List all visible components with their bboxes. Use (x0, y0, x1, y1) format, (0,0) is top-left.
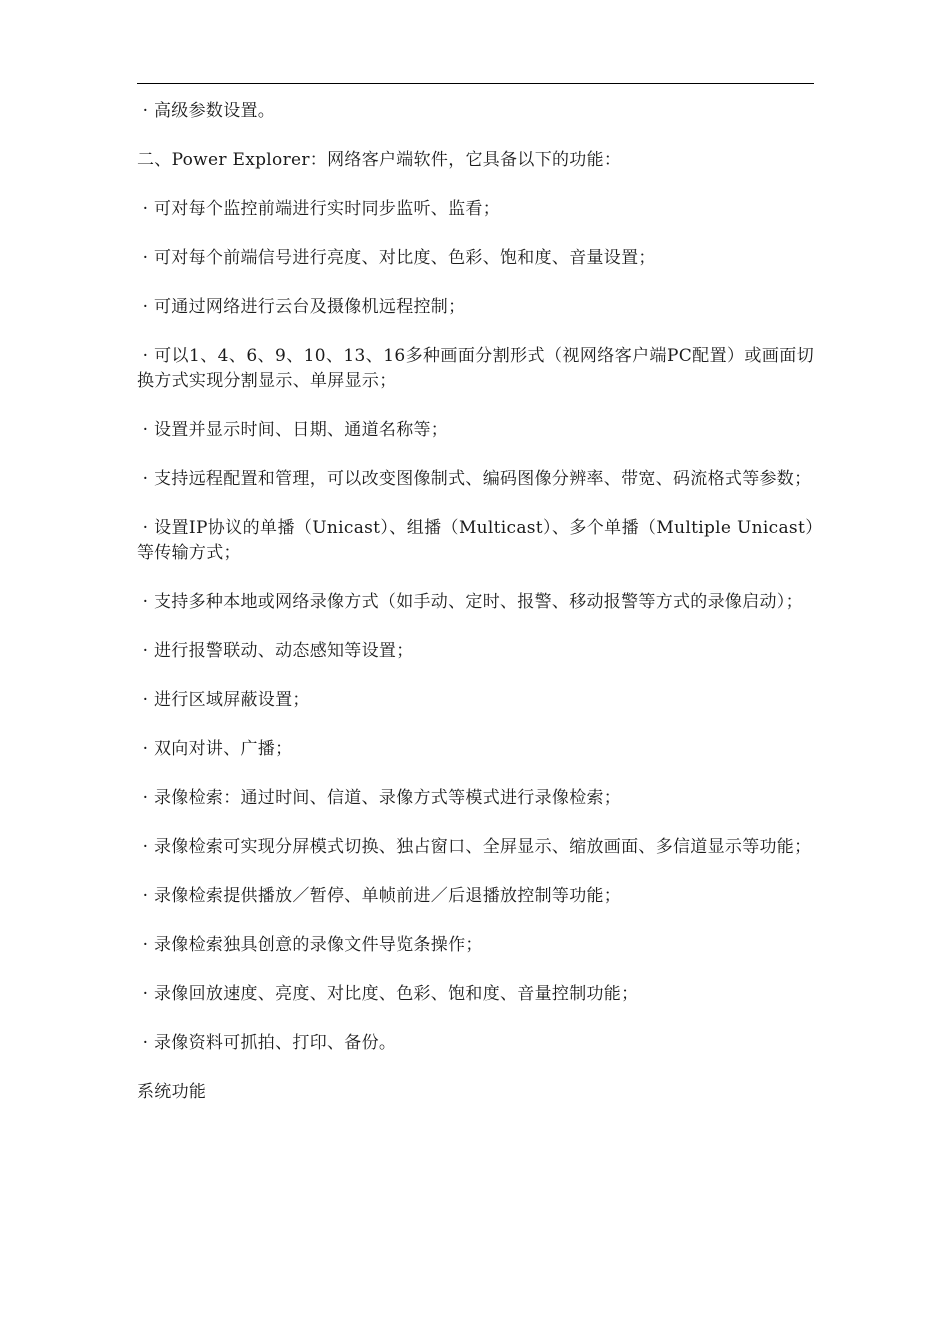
feature-item-text: 录像检索独具创意的录像文件导览条操作； (154, 935, 483, 955)
feature-list-item (137, 786, 814, 811)
feature-list-item (137, 933, 814, 958)
bullet-icon: · (142, 420, 149, 440)
bullet-icon: · (142, 346, 149, 366)
feature-list (137, 197, 814, 1056)
feature-item-text: 录像检索：通过时间、信道、录像方式等模式进行录像检索； (154, 788, 622, 808)
bullet-icon: · (142, 297, 149, 317)
bullet-icon: · (142, 739, 149, 759)
feature-list-item (137, 737, 814, 762)
intro-item-text: 高级参数设置。 (154, 101, 276, 121)
feature-list-item (137, 982, 814, 1007)
bullet-icon: · (142, 837, 149, 857)
bullet-icon: · (142, 469, 149, 489)
feature-item-text: 可以1、4、6、9、10、13、16多种画面分割形式（视网络客户端PC配置）或画面切换方式实现分割显示、单屏显示； (137, 346, 814, 391)
feature-list-item (137, 197, 814, 222)
bullet-icon: · (142, 248, 149, 268)
feature-item-text: 录像检索可实现分屏模式切换、独占窗口、全屏显示、缩放画面、多信道显示等功能； (154, 837, 812, 857)
bullet-icon: · (142, 788, 149, 808)
feature-item-text: 录像回放速度、亮度、对比度、色彩、饱和度、音量控制功能； (154, 984, 639, 1004)
section-heading: 二、Power Explorer：网络客户端软件，它具备以下的功能： (137, 150, 622, 170)
feature-item-text: 可通过网络进行云台及摄像机远程控制； (154, 297, 466, 317)
bullet-icon: · (142, 1033, 149, 1053)
bullet-icon: · (142, 101, 149, 121)
feature-list-item (137, 418, 814, 443)
header-rule (137, 83, 814, 84)
feature-item-text: 进行报警联动、动态感知等设置； (154, 641, 414, 661)
feature-list-item (137, 639, 814, 664)
bullet-icon: · (142, 984, 149, 1004)
feature-list-item (137, 835, 814, 860)
footer-heading: 系统功能 (137, 1082, 207, 1102)
feature-list-item (137, 1031, 814, 1056)
bullet-icon: · (142, 935, 149, 955)
bullet-icon: · (142, 641, 149, 661)
feature-list-item (137, 467, 814, 492)
feature-item-text: 录像资料可抓拍、打印、备份。 (154, 1033, 397, 1053)
feature-list-item (137, 688, 814, 713)
intro-list-item (137, 99, 814, 124)
feature-item-text: 设置并显示时间、日期、通道名称等； (154, 420, 449, 440)
feature-list-item (137, 590, 814, 615)
feature-item-text: 可对每个监控前端进行实时同步监听、监看； (154, 199, 500, 219)
feature-item-text: 录像检索提供播放／暂停、单帧前进／后退播放控制等功能； (154, 886, 622, 906)
feature-list-item (137, 516, 814, 566)
feature-item-text: 支持多种本地或网络录像方式（如手动、定时、报警、移动报警等方式的录像启动）； (154, 592, 803, 612)
feature-item-text: 设置IP协议的单播（Unicast）、组播（Multicast）、多个单播（Multiple Unicast）等传输方式； (137, 518, 814, 563)
bullet-icon: · (142, 199, 149, 219)
feature-list-item (137, 344, 814, 394)
bullet-icon: · (142, 886, 149, 906)
feature-item-text: 双向对讲、广播； (154, 739, 293, 759)
feature-list-item (137, 246, 814, 271)
document-body (137, 99, 814, 1129)
feature-item-text: 支持远程配置和管理，可以改变图像制式、编码图像分辨率、带宽、码流格式等参数； (154, 469, 812, 489)
bullet-icon: · (142, 592, 149, 612)
bullet-icon: · (142, 690, 149, 710)
feature-item-text: 可对每个前端信号进行亮度、对比度、色彩、饱和度、音量设置； (154, 248, 656, 268)
feature-list-item (137, 884, 814, 909)
feature-item-text: 进行区域屏蔽设置； (154, 690, 310, 710)
feature-list-item (137, 295, 814, 320)
bullet-icon: · (142, 518, 149, 538)
